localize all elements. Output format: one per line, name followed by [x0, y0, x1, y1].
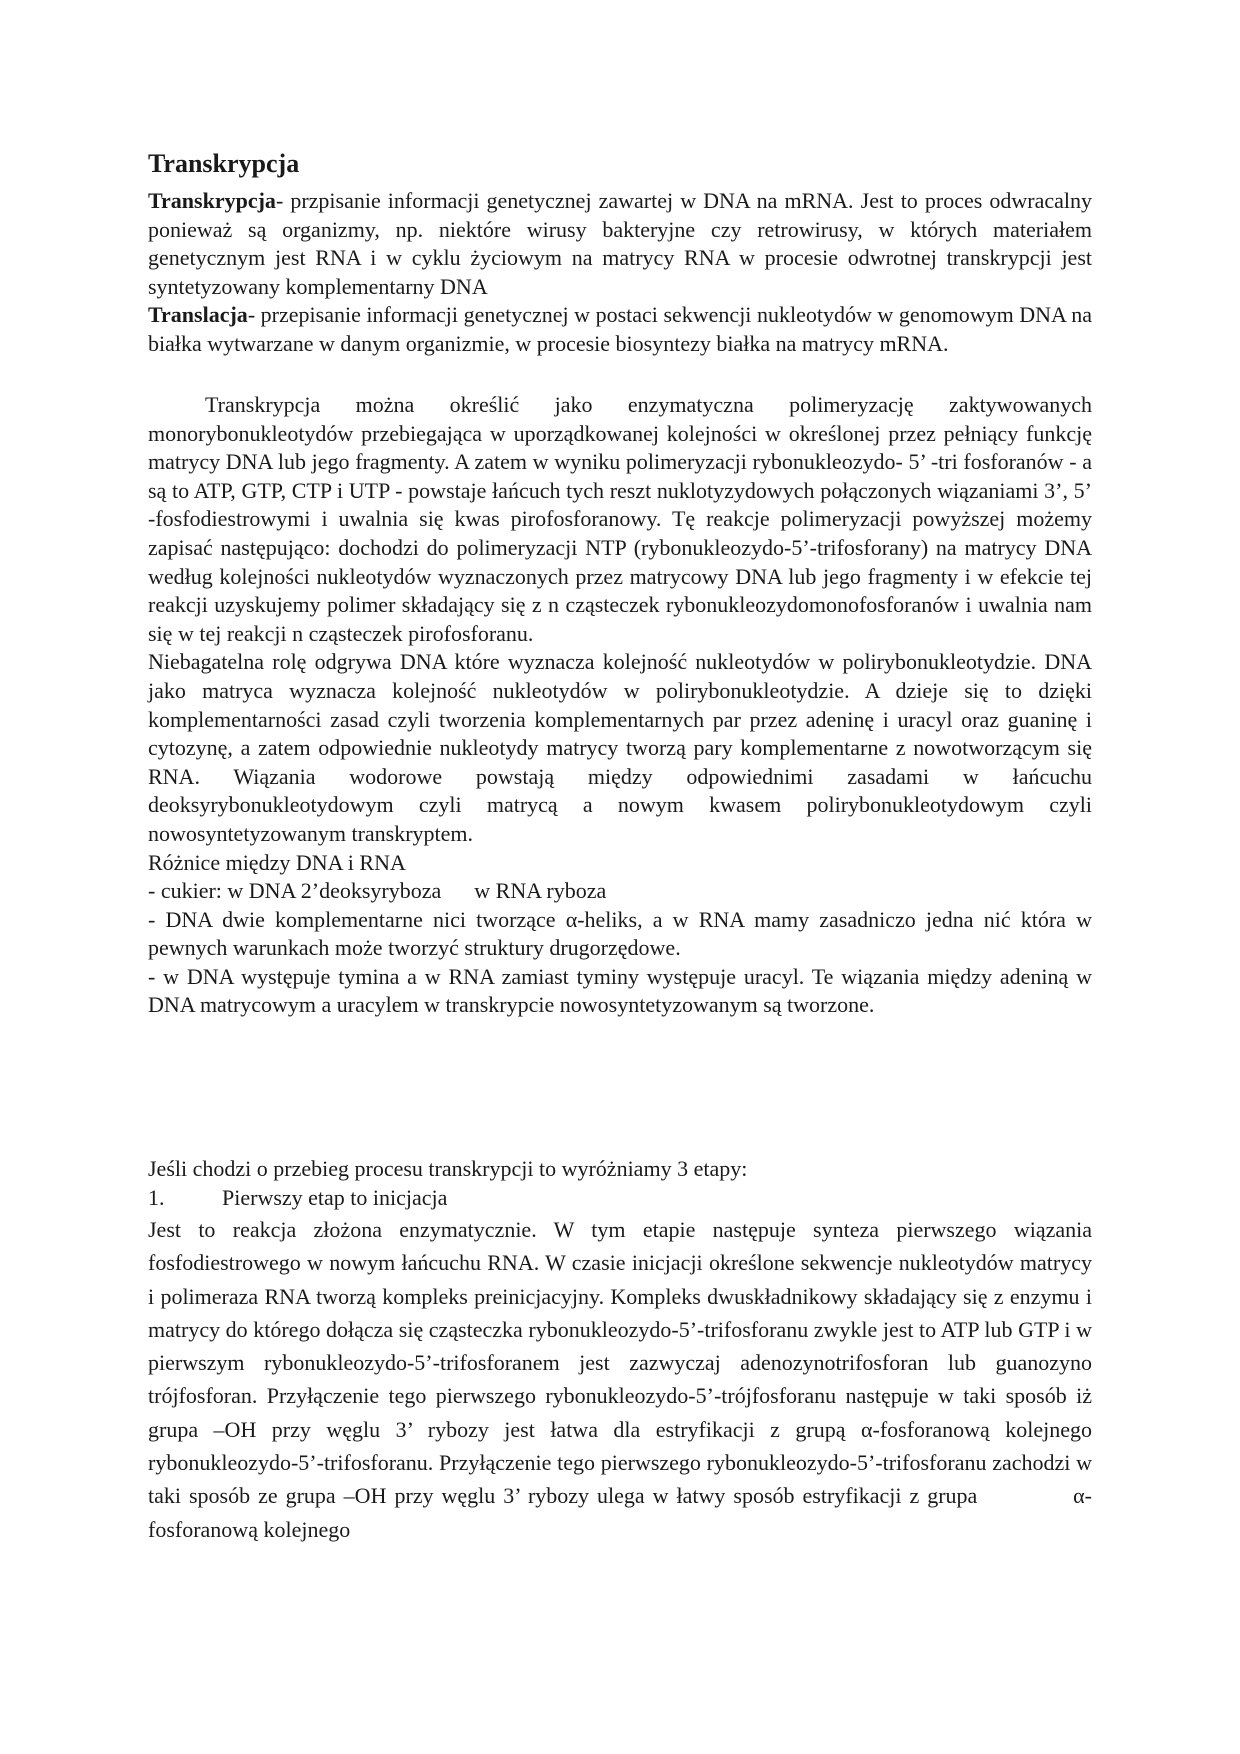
definition-text: - przepisanie informacji genetycznej w postaci sekwencji nukleotydów w genomowym DNA na białka wytwarzane w danym organizmie, w procesie biosyntezy białka na matrycy mRNA.: [148, 302, 1092, 356]
stage-label: Pierwszy etap to inicjacja: [222, 1184, 448, 1210]
document-page: [148, 0, 1098, 1754]
definition-term: Transkrypcja: [148, 188, 276, 213]
stages-intro: Jeśli chodzi o przebieg procesu transkrypcji to wyróżniamy 3 etapy:: [148, 1156, 748, 1181]
difference-item: - w DNA występuje tymina a w RNA zamiast tyminy występuje uracyl. Te wiązania między adeniną w DNA matrycowym a uracylem w transkrypcie nowosyntetyzowanym są tworzone.: [148, 963, 1092, 1018]
definition-transkrypcja: [148, 187, 1092, 301]
stages-section: [148, 1155, 1092, 1212]
paragraph-dna-role: Niebagatelna rolę odgrywa DNA które wyznacza kolejność nukleotydów w polirybonukleotydzie. DNA jako matryca wyznacza kolejność nukleotydów w polirybonukleotydzie. A dzieje się to dzięki komplementarności zasad czyli tworzenia komplementarnych par przez adeninę i uracyl oraz guaninę i cytozynę, a zatem odpowiednie nukleotydy matrycy tworzą pary komplementarne z nowotworzącym się RNA. Wiązania wodorowe powstają między odpowiednimi zasadami w łańcuchu deoksyrybonukleotydowym czyli matrycą a nowym kwasem polirybonukleotydowym czyli nowosyntetyzowanym transkryptem.: [148, 649, 1092, 846]
difference-item: - cukier: w DNA 2’deoksyryboza w RNA ryboza: [148, 878, 607, 904]
definition-translacja: [148, 301, 1092, 358]
initiation-section: [148, 1213, 1098, 1546]
difference-item: - DNA dwie komplementarne nici tworzące α-heliks, a w RNA mamy zasadniczo jedna nić która w pewnych warunkach może tworzyć struktury drugorzędowe.: [148, 906, 1092, 961]
paragraph-initiation: Jest to reakcja złożona enzymatycznie. W tym etapie następuje synteza pierwszego wiązania fosfodiestrowego w nowym łańcuchu RNA. W czasie inicjacji określone sekwencje nukleotydów matrycy i polimeraza RNA tworzą kompleks preinicjacyjny. Kompleks dwuskładnikowy składający się z enzymu i matrycy do którego dołącza się cząsteczka rybonukleozydo-5’-trifosforanu zwykle jest to ATP lub GTP i w pierwszym rybonukleozydo-5’-trifosforanem jest zazwyczaj adenozynotrifosforan lub guanozyno trójfosforan. Przyłączenie tego pierwszego rybonukleozydo-5’-trójfosforanu następuje w taki sposób iż grupa –OH przy węglu 3’ rybozy jest łatwa dla estryfikacji z grupą α-fosforanową kolejnego rybonukleozydo-5’-trifosforanu. Przyłączenie tego pierwszego rybonukleozydo-5’-trifosforanu zachodzi w taki sposób ze grupa –OH przy węglu 3’ rybozy ulega w łatwy sposób estryfikacji z grupa α-fosforanową kolejnego: [148, 1217, 1098, 1542]
differences-heading: Różnice między DNA i RNA: [148, 849, 406, 875]
stage-item-1: [148, 1184, 1092, 1213]
main-text-section: [148, 391, 1092, 1020]
paragraph-polymerization: Transkrypcja można określić jako enzymatyczna polimeryzację zaktywowanych monorybonukleotydów przebiegająca w uporządkowanej kolejności w określonej przez pełniący funkcję matrycy DNA lub jego fragmenty. A zatem w wyniku polimeryzacji rybonukleozydo- 5’ -tri fosforanów - a są to ATP, GTP, CTP i UTP - powstaje łańcuch tych reszt nuklotyzydowych połączonych wiązaniami 3’, 5’ -fosfodiestrowymi i uwalnia się kwas pirofosforanowy. Tę reakcje polimeryzacji powyższej możemy zapisać następująco: dochodzi do polimeryzacji NTP (rybonukleozydo-5’-trifosforany) na matrycy DNA według kolejności nukleotydów wyznaczonych przez matrycowy DNA lub jego fragmenty i w efekcie tej reakcji uzyskujemy polimer składający się z n cząsteczek rybonukleozydomonofosforanów i uwalnia nam się w tej reakcji n cząsteczek pirofosforanu.: [148, 392, 1092, 646]
page-title: Transkrypcja: [148, 149, 300, 178]
definitions-section: [148, 187, 1092, 359]
stage-number: 1.: [148, 1184, 165, 1210]
definition-text: - przpisanie informacji genetycznej zawartej w DNA na mRNA. Jest to proces odwracalny ponieważ są organizmy, np. niektóre wirusy bakteryjne czy retrowirusy, w których materiałem genetycznym jest RNA i w cyklu życiowym na matrycy RNA w procesie odwrotnej transkrypcji jest syntetyzowany komplementarny DNA: [148, 188, 1092, 299]
definition-term: Translacja: [148, 302, 248, 328]
